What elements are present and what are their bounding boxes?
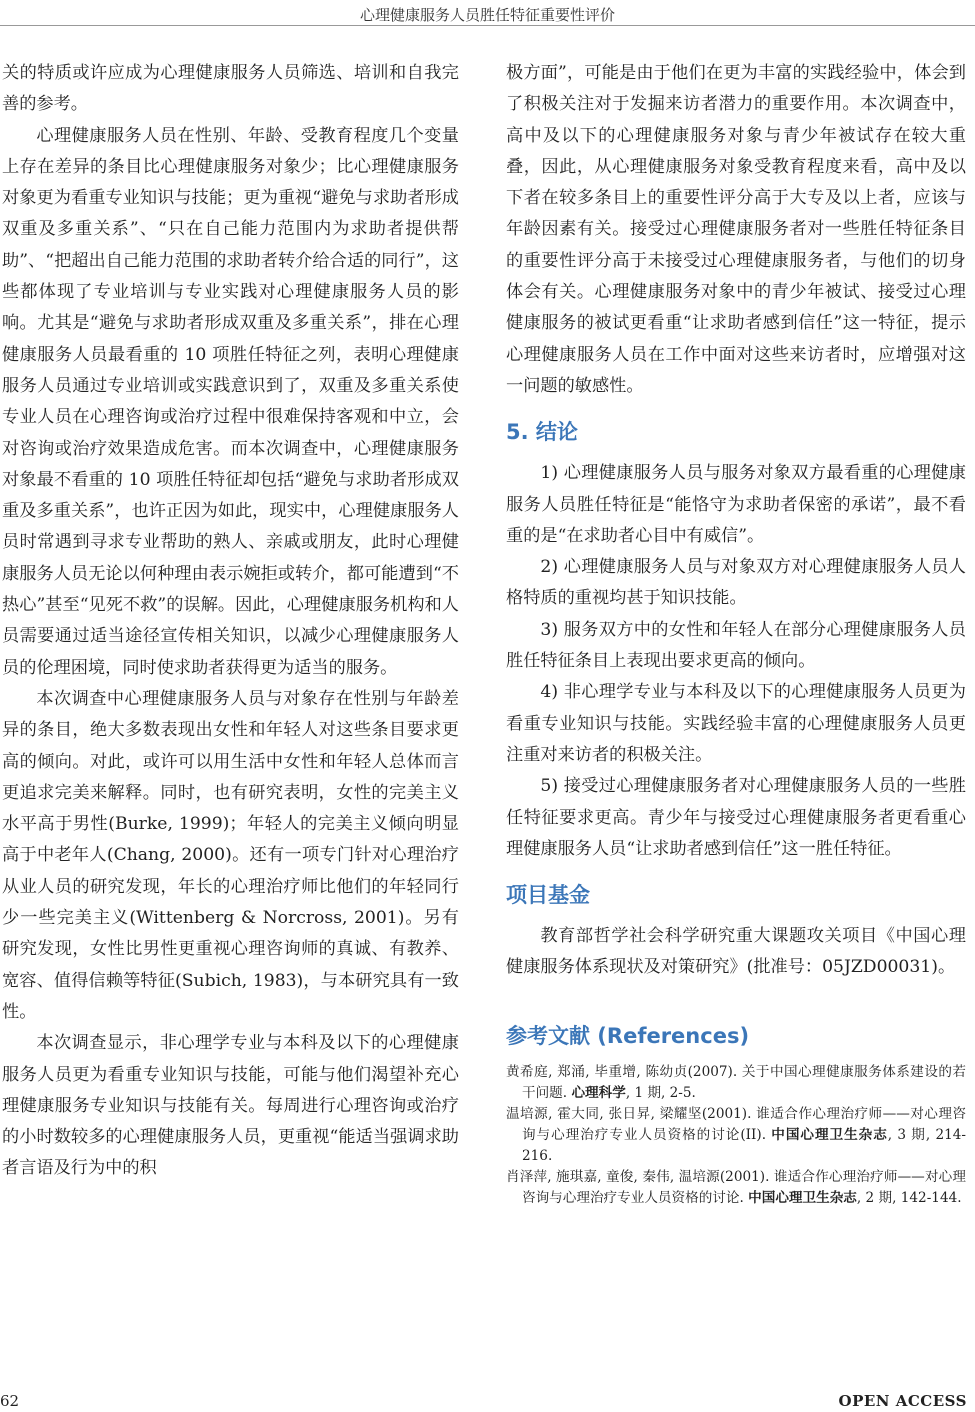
reference-item: 肖泽萍, 施琪嘉, 童俊, 秦伟, 温培源(2001). 谁适合作心理治疗师——对心理咨询与心理治疗专业人员资格的讨论. 中国心理卫生杂志, 2 期, 142-144. bbox=[506, 1168, 966, 1206]
left-column bbox=[2, 58, 459, 1185]
fund-text: 教育部哲学社会科学研究重大课题攻关项目《中国心理健康服务体系现状及对策研究》(批准号：05JZD00031)。 bbox=[506, 926, 966, 978]
right-column bbox=[506, 58, 966, 1209]
paragraph: 极方面”，可能是由于他们在更为丰富的实践经验中，体会到了积极关注对于发掘来访者潜力的重要作用。本次调查中，高中及以下的心理健康服务对象与青少年被试存在较大重叠，因此，从心理健康服务对象受教育程度来看，高中及以下者在较多条目上的重要性评分高于大专及以上者，应该与年龄因素有关。接受过心理健康服务者对一些胜任特征条目的重要性评分高于未接受过心理健康服务者，与他们的切身体会有关。心理健康服务对象中的青少年被试、接受过心理健康服务的被试更看重“让求助者感到信任”这一特征，提示心理健康服务人员在工作中面对这些来访者时，应增强对这一问题的敏感性。 bbox=[506, 63, 966, 396]
conclusion-item: 1) 心理健康服务人员与服务对象双方最看重的心理健康服务人员胜任特征是“能恪守为求助者保密的承诺”，最不看重的是“在求助者心目中有威信”。 bbox=[506, 463, 966, 546]
running-header: 心理健康服务人员胜任特征重要性评价 bbox=[359, 6, 615, 24]
paragraph: 本次调查显示，非心理学专业与本科及以下的心理健康服务人员更为看重专业知识与技能，可能与他们渴望补充心理健康服务专业知识与技能有关。每周进行心理咨询或治疗的小时数较多的心理健康服务人员，更重视“能适当强调求助者言语及行为中的积 bbox=[2, 1033, 459, 1179]
conclusion-item: 3) 服务双方中的女性和年轻人在部分心理健康服务人员胜任特征条目上表现出要求更高的倾向。 bbox=[506, 619, 966, 672]
reference-item: 温培源, 霍大同, 张日昇, 梁耀坚(2001). 谁适合作心理治疗师——对心理咨询与心理治疗专业人员资格的讨论(II). 中国心理卫生杂志, 3 期, 214-216. bbox=[506, 1105, 966, 1164]
paragraph: 心理健康服务人员在性别、年龄、受教育程度几个变量上存在差异的条目比心理健康服务对象少；比心理健康服务对象更为看重专业知识与技能；更为重视“避免与求助者形成双重及多重关系”、“只在自己能力范围内为求助者提供帮助”、“把超出自己能力范围的求助者转介给合适的同行”，这些都体现了专业培训与专业实践对心理健康服务人员的影响。尤其是“避免与求助者形成双重及多重关系”，排在心理健康服务人员最看重的 10 项胜任特征之列，表明心理健康服务人员通过专业培训或实践意识到了，双重及多重关系使专业人员在心理咨询或治疗过程中很难保持客观和中立，会对咨询或治疗效果造成危害。而本次调查中，心理健康服务对象最不看重的 10 项胜任特征却包括“避免与求助者形成双重及多重关系”，也许正因为如此，现实中，心理健康服务人员时常遇到寻求专业帮助的熟人、亲戚或朋友，此时心理健康服务人员无论以何种理由表示婉拒或转介，都可能遭到“不热心”甚至“见死不救”的误解。因此，心理健康服务机构和人员需要通过适当途径宣传相关知识，以减少心理健康服务人员的伦理困境，同时使求助者获得更为适当的服务。 bbox=[2, 125, 459, 678]
paragraph: 关的特质或许应成为心理健康服务人员筛选、培训和自我完善的参考。 bbox=[2, 63, 459, 115]
conclusion-item: 5) 接受过心理健康服务者对心理健康服务人员的一些胜任特征要求更高。青少年与接受过心理健康服务者更看重心理健康服务人员“让求助者感到信任”这一胜任特征。 bbox=[506, 776, 966, 859]
references-heading: 参考文献 (References) bbox=[506, 1023, 750, 1048]
reference-item: 黄希庭, 郑涌, 毕重增, 陈幼贞(2007). 关于中国心理健康服务体系建设的若干问题. 心理科学, 1 期, 2-5. bbox=[506, 1063, 966, 1101]
page-number: 62 bbox=[0, 1392, 20, 1410]
fund-heading: 项目基金 bbox=[506, 883, 590, 908]
conclusion-item: 2) 心理健康服务人员与对象双方对心理健康服务人员人格特质的重视均甚于知识技能。 bbox=[506, 557, 966, 609]
conclusion-item: 4) 非心理学专业与本科及以下的心理健康服务人员更为看重专业知识与技能。实践经验丰富的心理健康服务人员更注重对来访者的积极关注。 bbox=[506, 682, 966, 765]
paragraph: 本次调查中心理健康服务人员与对象存在性别与年龄差异的条目，绝大多数表现出女性和年轻人对这些条目要求更高的倾向。对此，或许可以用生活中女性和年轻人总体而言更追求完美来解释。同时，也有研究表明，女性的完美主义水平高于男性(Burke, 1999)；年轻人的完美主义倾向明显高于中老年人(Chang, 2000)。还有一项专门针对心理治疗从业人员的研究发现，年长的心理治疗师比他们的年轻同行少一些完美主义(Wittenberg & Norcross, 2001)。另有研究发现，女性比男性更重视心理咨询师的真诚、有教养、宽容、值得信赖等特征(Subich, 1983)，与本研究具有一致性。 bbox=[2, 688, 459, 1022]
header-divider bbox=[0, 25, 975, 26]
conclusion-heading: 5. 结论 bbox=[506, 420, 578, 445]
open-access-label: OPEN ACCESS bbox=[838, 1392, 967, 1410]
reference-list bbox=[506, 1062, 966, 1209]
